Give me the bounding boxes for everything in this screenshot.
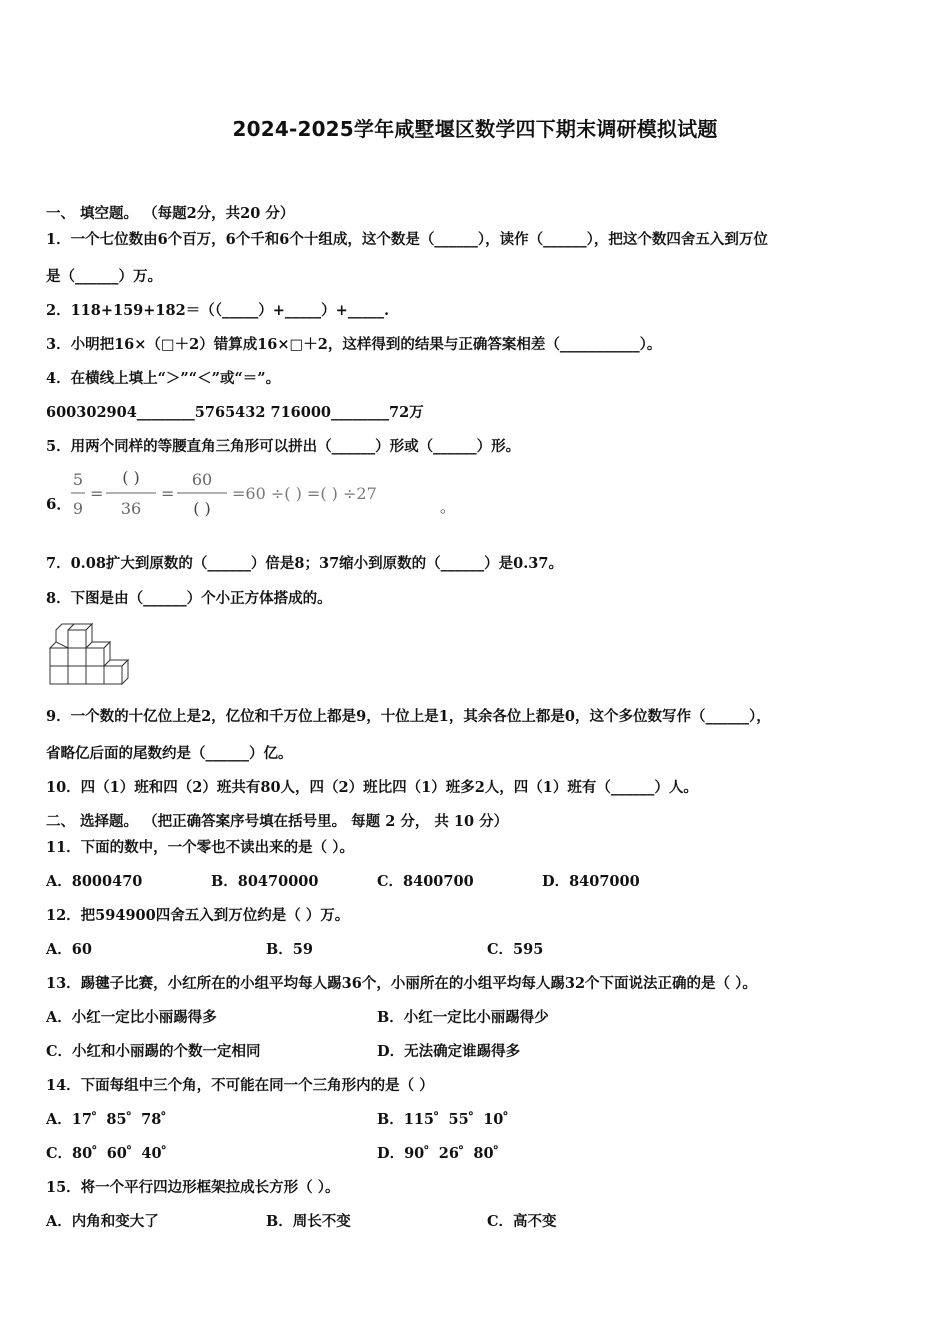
- q13-option-a: A．小红一定比小丽踢得多: [46, 1009, 217, 1026]
- q6-f2-bot: 36: [120, 499, 142, 518]
- q14-option-b: B．115゜55゜10゜: [377, 1111, 518, 1128]
- q6-f1-top: 5: [72, 470, 84, 489]
- section2-header: 二、 选择题。 （把正确答案序号填在括号里。 每题 2 分， 共 10 分）: [46, 813, 509, 830]
- q6-f3-top: 60: [191, 470, 213, 489]
- q15-option-b: B．周长不变: [266, 1213, 351, 1230]
- section1-header: 一、 填空题。 （每题2分，共20 分）: [46, 205, 295, 222]
- q14-option-d: D．90゜26゜80゜: [377, 1145, 509, 1162]
- stacked-cubes-drawing: [46, 618, 136, 688]
- q12-option-c: C．595: [487, 941, 544, 958]
- q1-line2: 是（______）万。: [46, 268, 162, 285]
- q14: 14．下面每组中三个角，不可能在同一个三角形内的是（ ）: [46, 1077, 434, 1094]
- q15-option-a: A．内角和变大了: [46, 1213, 159, 1230]
- q15-option-c: C．高不变: [487, 1213, 557, 1230]
- q11: 11．下面的数中，一个零也不读出来的是（ ）。: [46, 839, 354, 856]
- q13-option-b: B．小红一定比小丽踢得少: [377, 1009, 549, 1026]
- q9-line2: 省略亿后面的尾数约是（______）亿。: [46, 745, 293, 762]
- q13: 13．踢毽子比赛，小红所在的小组平均每人踢36个，小丽所在的小组平均每人踢32个下面说法正确的是（ ）。: [46, 975, 757, 992]
- q10: 10．四（1）班和四（2）班共有80人，四（2）班比四（1）班多2人，四（1）班有（______）人。: [46, 779, 698, 796]
- q11-option-c: C．8400700: [377, 873, 474, 890]
- q6-fractions: [46, 466, 546, 522]
- q9-line1: 9．一个数的十亿位上是2，亿位和千万位上都是9，十位上是1，其余各位上都是0，这个多位数写作（______），: [46, 708, 771, 725]
- q13-option-d: D．无法确定谁踢得多: [377, 1043, 521, 1060]
- q6-f3-bot: ( ): [193, 499, 211, 518]
- q12-option-b: B．59: [266, 941, 313, 958]
- q6-num: 6．: [46, 495, 72, 513]
- q6-f2-top: ( ): [122, 468, 140, 487]
- q3: 3．小明把16×（□＋2）错算成16×□＋2，这样得到的结果与正确答案相差（___________）。: [46, 336, 662, 353]
- q11-option-d: D．8407000: [542, 873, 640, 890]
- q6-f1-bot: 9: [72, 499, 84, 518]
- q6-equation: [46, 466, 546, 522]
- q12-option-a: A．60: [46, 941, 92, 958]
- q15: 15．将一个平行四边形框架拉成长方形（ ）。: [46, 1179, 340, 1196]
- cube-figure: [46, 618, 136, 692]
- q6-tail: =60 ÷( ) =( ) ÷27: [232, 484, 377, 503]
- q14-option-a: A．17゜85゜78゜: [46, 1111, 176, 1128]
- q2: 2．118+159+182＝（（_____）+_____）+_____.: [46, 302, 390, 319]
- q8: 8．下图是由（______）个小正方体搭成的。: [46, 590, 332, 607]
- q11-option-b: B．80470000: [211, 873, 319, 890]
- q6-eq1: =: [90, 484, 104, 503]
- q5: 5．用两个同样的等腰直角三角形可以拼出（______）形或（______）形。: [46, 438, 521, 455]
- q11-option-a: A．8000470: [46, 873, 143, 890]
- q1-line1: 1．一个七位数由6个百万，6个千和6个十组成，这个数是（______），读作（______），把这个数四舍五入到万位: [46, 231, 768, 248]
- q12: 12．把594900四舍五入到万位约是（ ）万。: [46, 907, 350, 924]
- q13-option-c: C．小红和小丽踢的个数一定相同: [46, 1043, 261, 1060]
- q14-option-c: C．80゜60゜40゜: [46, 1145, 177, 1162]
- page-title: 2024-2025学年咸墅堰区数学四下期末调研模拟试题: [232, 117, 718, 141]
- q6-eq2: =: [161, 484, 175, 503]
- q7: 7．0.08扩大到原数的（______）倍是8；37缩小到原数的（______）是0.37。: [46, 555, 563, 572]
- q4: 4．在横线上填上“＞”“＜”或“＝”。: [46, 370, 281, 387]
- q4-sub: 600302904________5765432 716000________72万: [46, 404, 424, 421]
- q6-end: 。: [440, 498, 456, 516]
